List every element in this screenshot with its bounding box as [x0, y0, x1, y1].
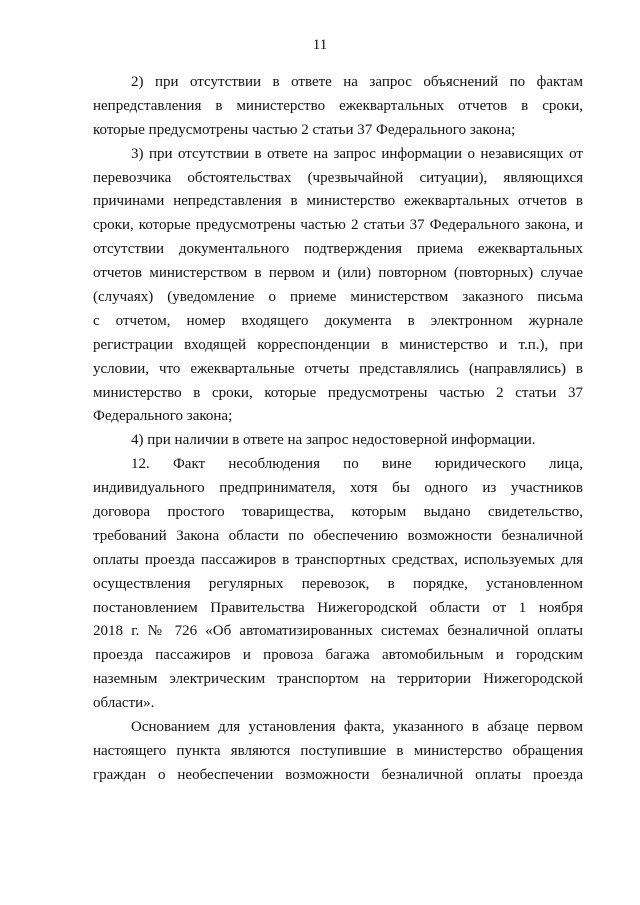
- text-line: непредставления в министерство ежеквартальных отчетов в сроки,: [93, 97, 583, 114]
- text-line: постановлением Правительства Нижегородской области от 1 ноября: [93, 599, 583, 616]
- page-number: 11: [312, 37, 328, 53]
- text-line: 3) при отсутствии в ответе на запрос информации о независящих от: [131, 145, 583, 162]
- text-line: причинами непредставления в министерство ежеквартальных отчетов в: [93, 193, 583, 210]
- text-line: 4) при наличии в ответе на запрос недостоверной информации.: [131, 432, 536, 449]
- text-line: с отчетом, номер входящего документа в электронном журнале: [93, 312, 583, 329]
- text-line: отчетов министерством в первом и (или) повторном (повторных) случае: [93, 265, 583, 282]
- text-line: Федерального закона;: [93, 408, 233, 425]
- text-line: оплаты проезда пассажиров в транспортных средствах, используемых для: [93, 551, 583, 568]
- text-line: которые предусмотрены частью 2 статьи 37 Федерального закона;: [93, 121, 516, 138]
- text-line: 12. Факт несоблюдения по вине юридического лица,: [131, 456, 583, 473]
- text-line: требований Закона области по обеспечению возможности безналичной: [93, 527, 583, 544]
- text-line: (случаях) (уведомление о приеме министерством заказного письма: [93, 289, 583, 306]
- text-line: наземным электрическим транспортом на территории Нижегородской: [93, 671, 583, 688]
- text-line: регистрации входящей корреспонденции в министерство и т.п.), при: [93, 336, 583, 353]
- text-line: Основанием для установления факта, указанного в абзаце первом: [131, 719, 583, 736]
- text-line: области».: [93, 695, 155, 712]
- text-line: настоящего пункта являются поступившие в министерство обращения: [93, 742, 583, 759]
- text-line: условии, что ежеквартальные отчеты представлялись (направлялись) в: [93, 360, 583, 377]
- body-text: [93, 71, 583, 788]
- text-line: граждан о необеспечении возможности безналичной оплаты проезда: [93, 766, 583, 783]
- text-line: министерство в сроки, которые предусмотрены частью 2 статьи 37: [93, 384, 583, 401]
- text-line: индивидуального предпринимателя, хотя бы одного из участников: [93, 480, 583, 497]
- text-line: перевозчика обстоятельствах (чрезвычайной ситуации), являющихся: [93, 169, 583, 186]
- text-line: договора простого товарищества, которым выдано свидетельство,: [93, 504, 583, 521]
- text-line: 2018 г. № 726 «Об автоматизированных системах безналичной оплаты: [93, 623, 583, 640]
- text-line: 2) при отсутствии в ответе на запрос объяснений по фактам: [131, 74, 583, 90]
- text-line: сроки, которые предусмотрены частью 2 статьи 37 Федерального закона, и: [93, 217, 583, 234]
- text-line: отсутствии документального подтверждения приема ежеквартальных: [93, 241, 583, 258]
- text-line: осуществления регулярных перевозок, в порядке, установленном: [93, 575, 583, 592]
- text-line: проезда пассажиров и провоза багажа автомобильным и городским: [93, 647, 583, 664]
